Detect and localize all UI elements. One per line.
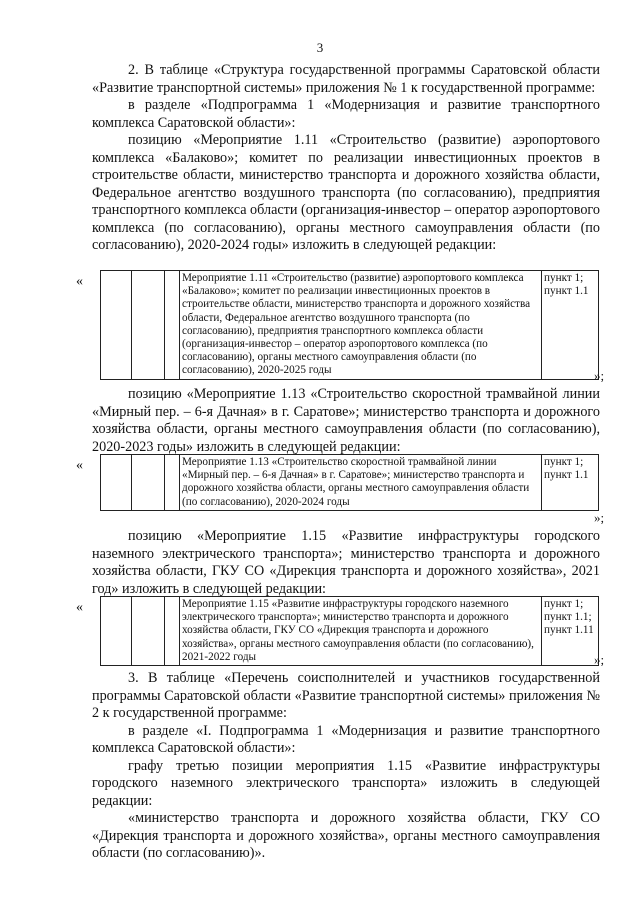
table-cell-empty bbox=[101, 455, 132, 511]
table-3-ref: пункт 1; пункт 1.1; пункт 1.11 bbox=[542, 597, 599, 666]
table-row bbox=[101, 597, 599, 666]
paragraph-3-intro: 3. В таблице «Перечень соисполнителей и участников государственной программы Саратовской области «Развитие транспортной системы» приложения № 2 к государственной программе: bbox=[92, 670, 600, 721]
table-2-ref: пункт 1; пункт 1.1 bbox=[542, 455, 599, 511]
table-2-open-quote: « bbox=[76, 458, 83, 473]
table-1-ref: пункт 1; пункт 1.1 bbox=[542, 271, 599, 380]
table-cell-empty bbox=[132, 455, 165, 511]
table-3-open-quote: « bbox=[76, 600, 83, 615]
table-3 bbox=[100, 596, 599, 666]
paragraph-item-1-11: позицию «Мероприятие 1.11 «Строительство (развитие) аэропортового комплекса «Балаково»; комитет по реализации инвестиционных проектов в строительстве области, министерство транспорта и дорожного хозяйства области, Федеральное агентство воздушного транспорта (по согласованию), предприятия транспортного комплекса области (организация-инвестор – оператор аэропортового комплекса (по согласованию), органы местного самоуправления области (по согласованию), 2020-2024 годы» изложить в следующей редакции: bbox=[92, 132, 600, 253]
paragraph-item-1-13-block bbox=[92, 386, 600, 456]
paragraph-item-1-13: позицию «Мероприятие 1.13 «Строительство скоростной трамвайной линии «Мирный пер. – 6-я Дачная» в г. Саратове»; министерство транспорта и дорожного хозяйства области, органы местного самоуправления области (по согласованию), 2020-2023 годы» изложить в следующей редакции: bbox=[92, 386, 600, 455]
paragraph-item-1-15: позицию «Мероприятие 1.15 «Развитие инфраструктуры городского наземного электрического транспорта»; министерство транспорта и дорожного хозяйства области, ГКУ СО «Дирекция транспорта и дорожного хозяйства», 2021 год» изложить в следующей редакции: bbox=[92, 528, 600, 597]
paragraph-3-block bbox=[92, 670, 600, 863]
table-3-close-quote: »; bbox=[594, 652, 605, 667]
table-1 bbox=[100, 270, 599, 380]
table-2 bbox=[100, 454, 599, 511]
page-number: 3 bbox=[316, 40, 324, 55]
table-cell-empty bbox=[165, 271, 180, 380]
table-cell-empty bbox=[165, 597, 180, 666]
table-1-text: Мероприятие 1.11 «Строительство (развитие) аэропортового комплекса «Балаково»; комитет по реализации инвестиционных проектов в строительстве области, министерство транспорта и дорожного хозяйства области, Федеральное агентство воздушного транспорта (по согласованию), предприятия транспортного комплекса области (организация-инвестор – оператор аэропортового комплекса (по согласованию), органы местного самоуправления области (по согласованию), 2020-2025 годы bbox=[180, 271, 542, 380]
paragraph-3-new-text: «министерство транспорта и дорожного хозяйства области, ГКУ СО «Дирекция транспорта и дорожного хозяйства», органы местного самоуправления области (по согласованию)». bbox=[92, 810, 600, 861]
table-cell-empty bbox=[165, 455, 180, 511]
paragraph-2-section: в разделе «Подпрограмма 1 «Модернизация и развитие транспортного комплекса Саратовской области»: bbox=[92, 97, 600, 131]
table-3-text: Мероприятие 1.15 «Развитие инфраструктуры городского наземного электрического транспорта»; министерство транспорта и дорожного хозяйства области, ГКУ СО «Дирекция транспорта и дорожного хозяйства», органы местного самоуправления области (по согласованию), 2021-2022 годы bbox=[180, 597, 542, 666]
table-1-open-quote: « bbox=[76, 274, 83, 289]
table-2-close-quote: »; bbox=[594, 510, 605, 525]
table-row bbox=[101, 271, 599, 380]
table-2-text: Мероприятие 1.13 «Строительство скоростной трамвайной линии «Мирный пер. – 6-я Дачная» в г. Саратове»; министерство транспорта и дорожного хозяйства области, органы местного самоуправления области (по согласованию), 2020-2024 годы bbox=[180, 455, 542, 511]
paragraph-2-intro: 2. В таблице «Структура государственной программы Саратовской области «Развитие транспортной системы» приложения № 1 к государственной программе: bbox=[92, 62, 600, 96]
paragraph-3-section: в разделе «I. Подпрограмма 1 «Модернизация и развитие транспортного комплекса Саратовской области»: bbox=[92, 722, 600, 756]
table-1-close-quote: »; bbox=[594, 368, 605, 383]
paragraph-3-graph: графу третью позиции мероприятия 1.15 «Развитие инфраструктуры городского наземного электрического транспорта» изложить в следующей редакции: bbox=[92, 757, 600, 809]
table-cell-empty bbox=[132, 597, 165, 666]
paragraph-item-1-15-block bbox=[92, 528, 600, 598]
table-cell-empty bbox=[101, 597, 132, 666]
table-row bbox=[101, 455, 599, 511]
table-cell-empty bbox=[132, 271, 165, 380]
table-cell-empty bbox=[101, 271, 132, 380]
paragraph-2-block bbox=[92, 62, 600, 255]
